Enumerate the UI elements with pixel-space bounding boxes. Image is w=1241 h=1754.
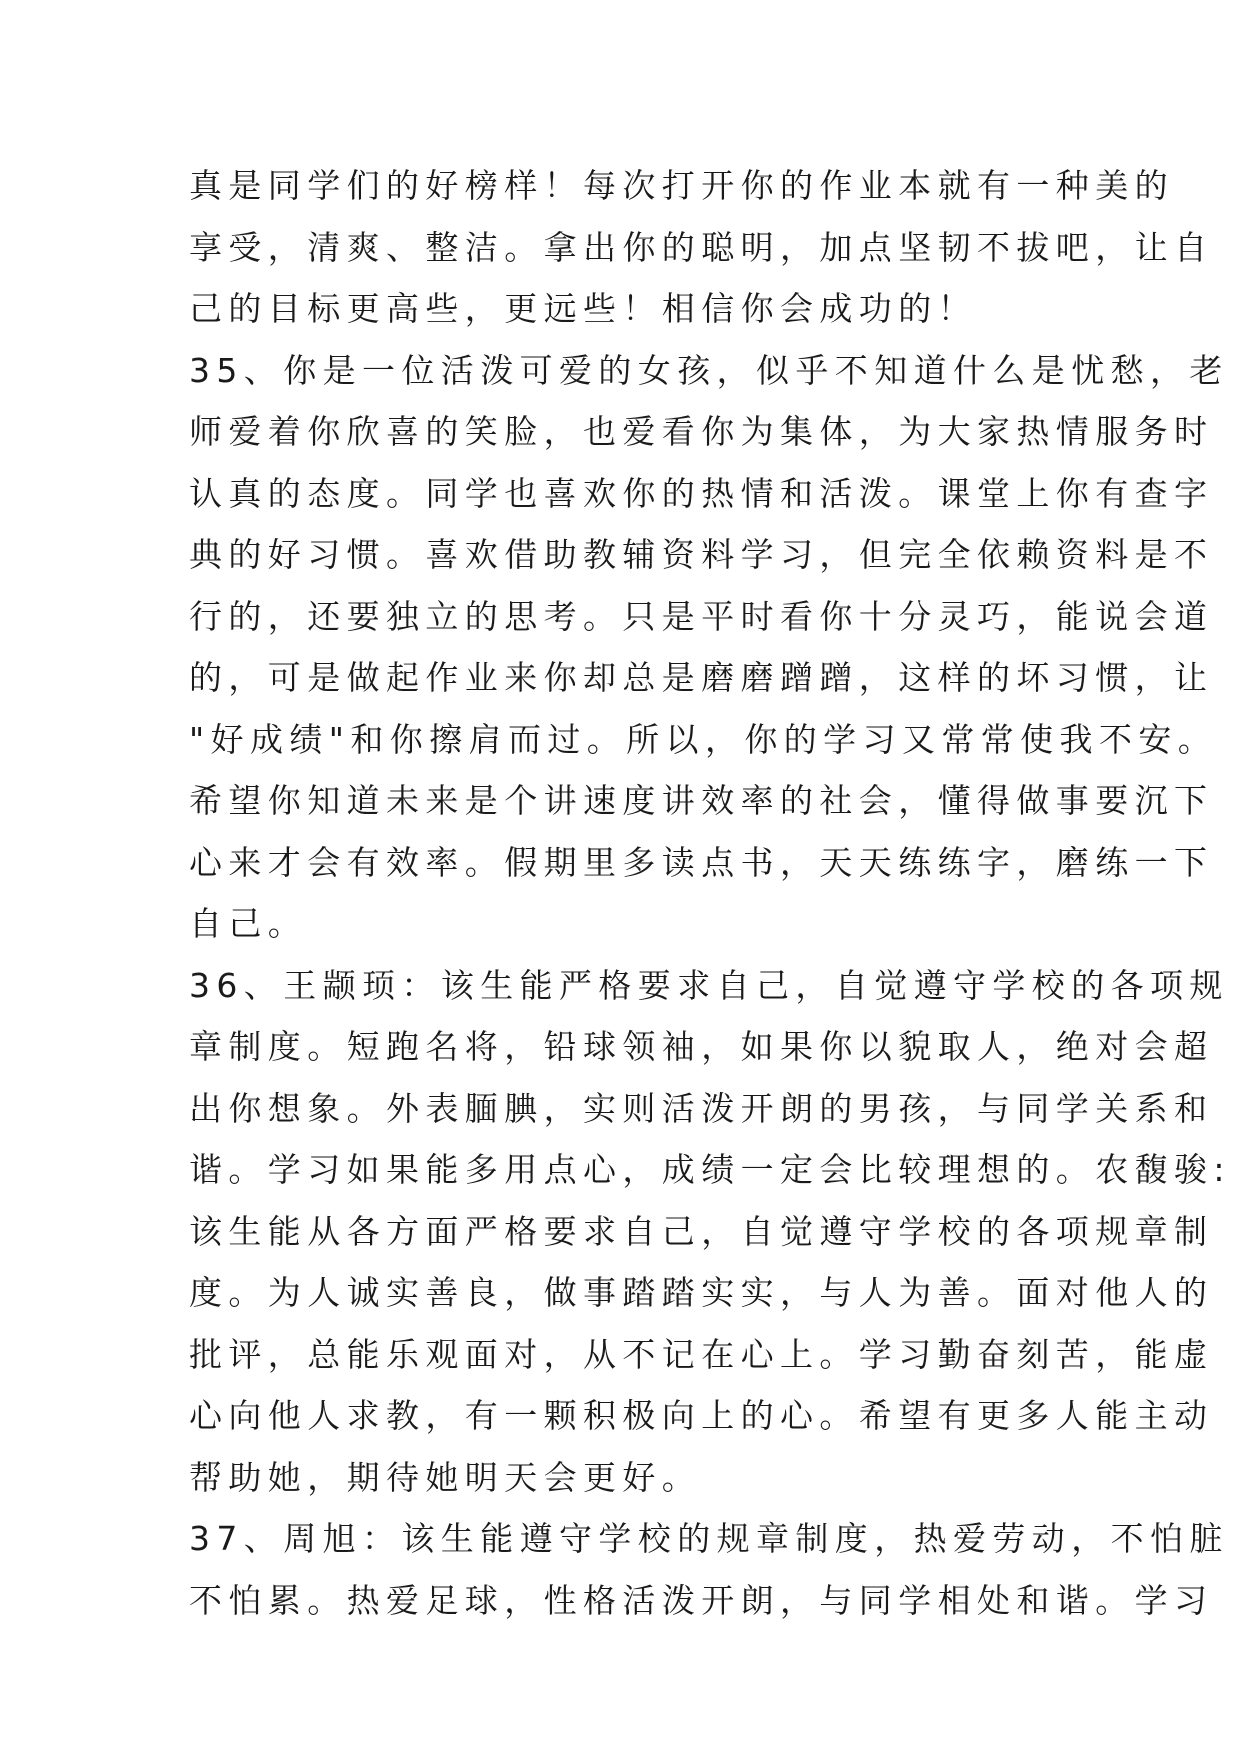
document-body [189, 155, 1231, 1631]
text-line: 自己。 [189, 904, 308, 943]
text-line: 认真的态度。同学也喜欢你的热情和活泼。课堂上你有查字 [189, 473, 1214, 513]
text-line: 37、周旭：该生能遵守学校的规章制度，热爱劳动，不怕脏 [189, 1519, 1229, 1558]
text-line: 批评，总能乐观面对，从不记在心上。学习勤奋刻苦，能虚 [189, 1334, 1214, 1374]
text-line: 该生能从各方面严格要求自己，自觉遵守学校的各项规章制 [189, 1211, 1214, 1251]
text-line: 真是同学们的好榜样！每次打开你的作业本就有一种美的 [189, 166, 1174, 205]
text-line: 度。为人诚实善良，做事踏踏实实，与人为善。面对他人的 [189, 1273, 1214, 1312]
text-line: 行的，还要独立的思考。只是平时看你十分灵巧，能说会道 [189, 596, 1214, 636]
text-line: 36、王颛顼：该生能严格要求自己，自觉遵守学校的各项规 [189, 965, 1229, 1005]
text-line: 享受，清爽、整洁。拿出你的聪明，加点坚韧不拔吧，让自 [189, 227, 1214, 267]
text-line: 35、你是一位活泼可爱的女孩，似乎不知道什么是忧愁，老 [189, 350, 1229, 390]
text-line: 出你想象。外表腼腆，实则活泼开朗的男孩，与同学关系和 [189, 1088, 1214, 1128]
text-line: 心向他人求教，有一颗积极向上的心。希望有更多人能主动 [189, 1396, 1214, 1435]
text-line: 典的好习惯。喜欢借助教辅资料学习，但完全依赖资料是不 [189, 535, 1214, 574]
text-line: 帮助她，期待她明天会更好。 [189, 1457, 702, 1497]
text-line: 己的目标更高些，更远些！相信你会成功的！ [189, 289, 977, 328]
text-line: 章制度。短跑名将，铅球领袖，如果你以貌取人，绝对会超 [189, 1027, 1214, 1066]
text-line: 谐。学习如果能多用点心，成绩一定会比较理想的。农馥骏: [189, 1150, 1231, 1189]
text-line: 的，可是做起作业来你却总是磨磨蹭蹭，这样的坏习惯，让 [189, 658, 1214, 697]
text-line: 心来才会有效率。假期里多读点书，天天练练字，磨练一下 [189, 842, 1214, 882]
text-line: 希望你知道未来是个讲速度讲效率的社会，懂得做事要沉下 [189, 781, 1214, 820]
text-line: 师爱着你欣喜的笑脸，也爱看你为集体，为大家热情服务时 [189, 412, 1214, 451]
text-line: 不怕累。热爱足球，性格活泼开朗，与同学相处和谐。学习 [189, 1580, 1214, 1620]
text-line: "好成绩"和你擦肩而过。所以，你的学习又常常使我不安。 [189, 719, 1218, 759]
